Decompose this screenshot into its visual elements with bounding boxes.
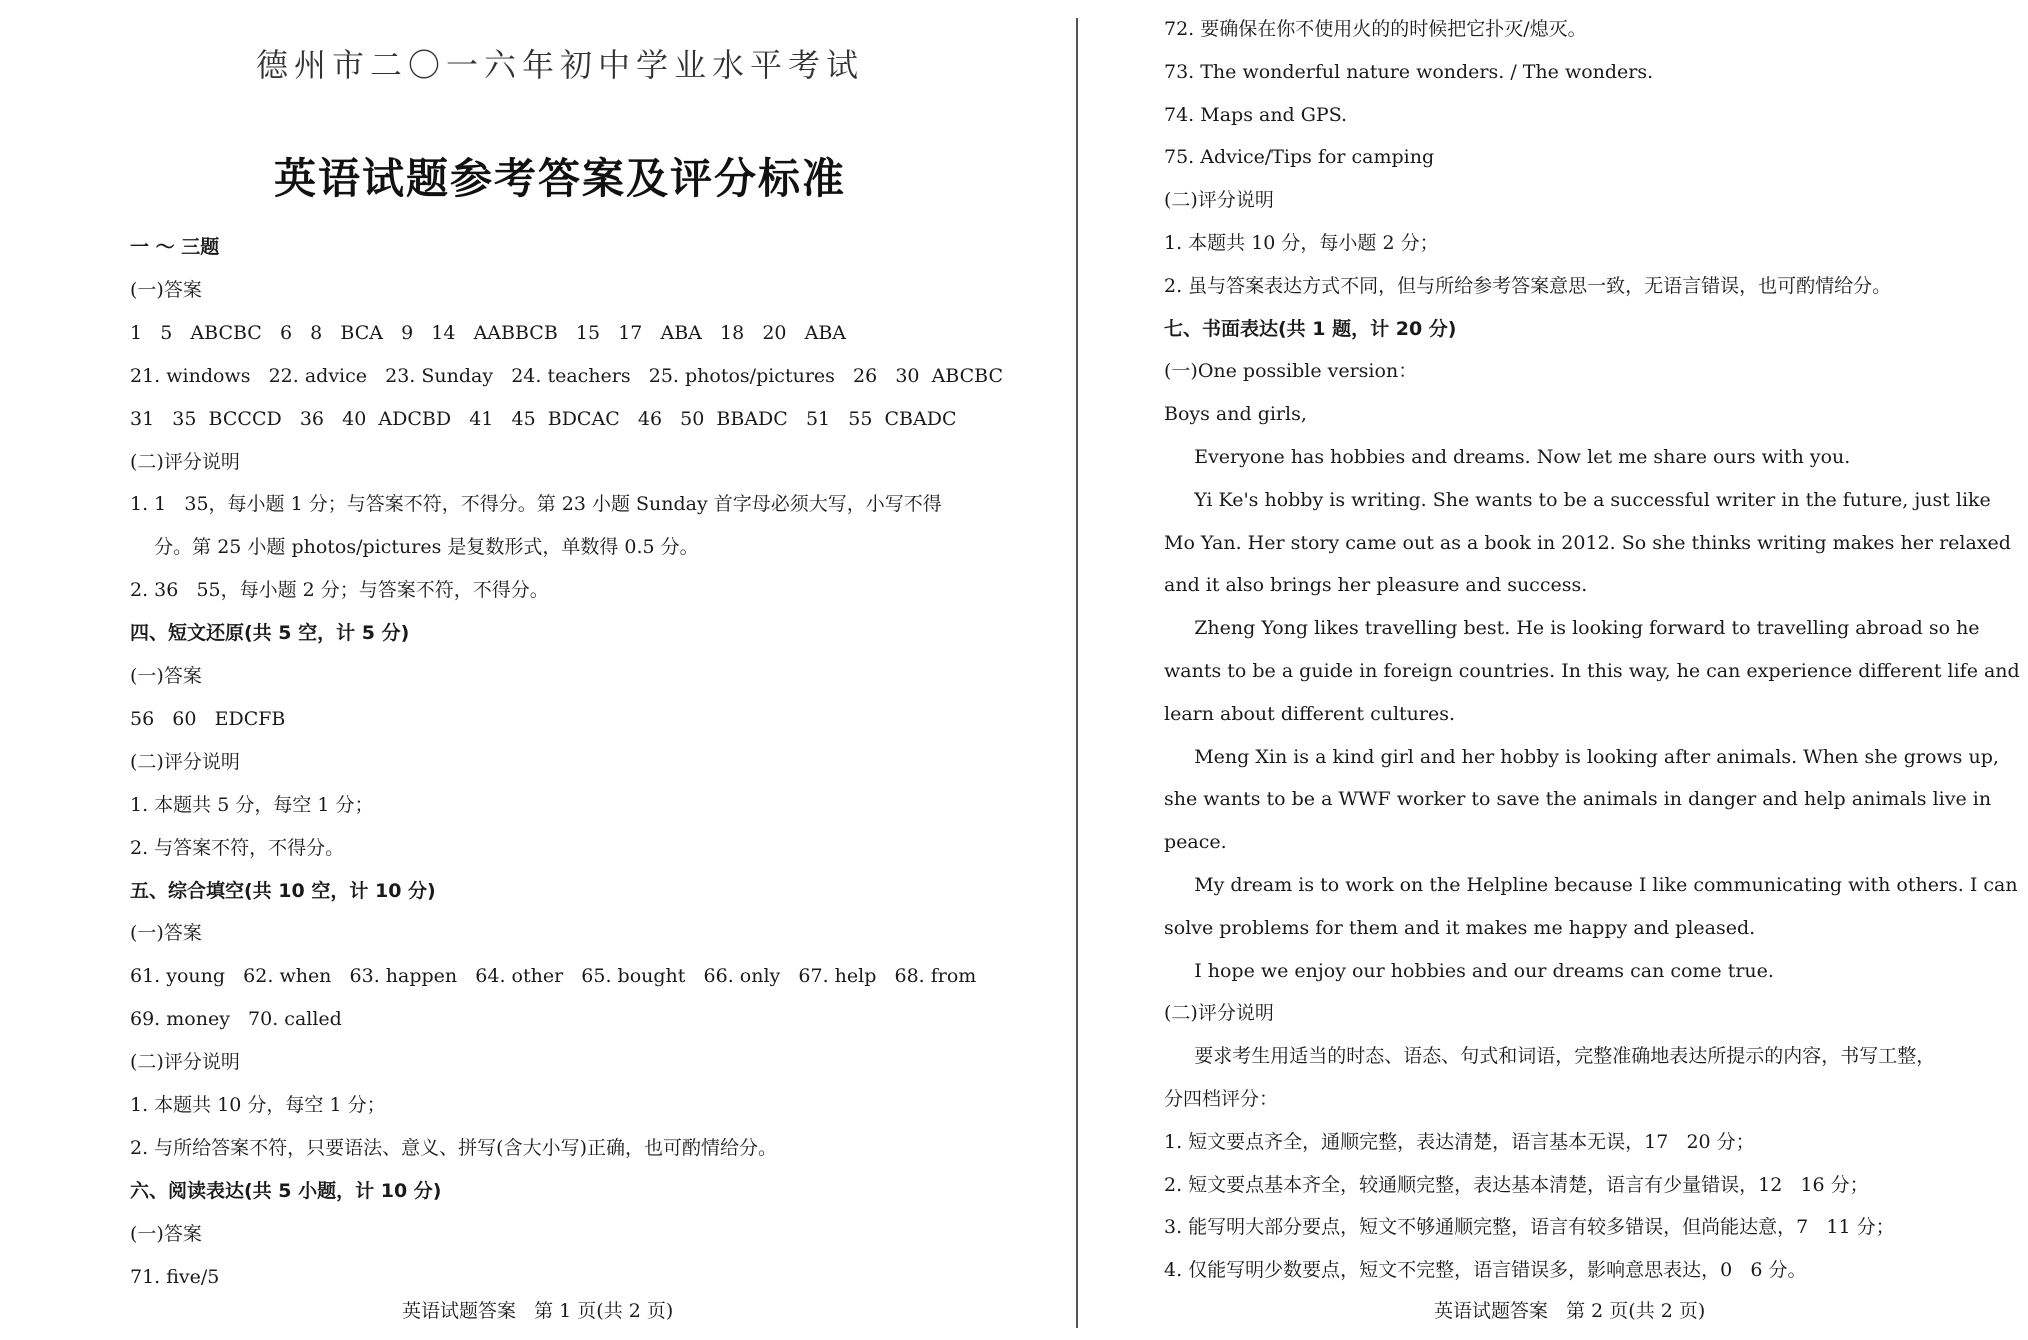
text-line: (一)One possible version：: [1164, 360, 1418, 383]
text-line: (一)答案: [130, 922, 202, 945]
page-2-footer: 英语试题答案 第 2 页(共 2 页): [1434, 1300, 1706, 1322]
text-line: and it also brings her pleasure and success.: [1164, 574, 1588, 597]
text-line: 69. money 70. called: [130, 1008, 342, 1031]
text-line: (二)评分说明: [130, 450, 240, 473]
text-line: 74. Maps and GPS.: [1164, 103, 1348, 126]
text-line: 72. 要确保在你不使用火的的时候把它扑灭/熄灭。: [1164, 18, 1587, 40]
section-heading: 五、综合填空(共 10 空，计 10 分): [130, 879, 436, 902]
text-line: 71. five/5: [130, 1265, 220, 1288]
text-line: Boys and girls,: [1164, 403, 1307, 426]
section-heading: 六、阅读表达(共 5 小题，计 10 分): [130, 1179, 442, 1202]
text-line: Everyone has hobbies and dreams. Now let me share ours with you.: [1164, 446, 1851, 468]
text-line: 1. 短文要点齐全，通顺完整，表达清楚，语言基本无误，17 20 分；: [1164, 1130, 1755, 1153]
text-line: 分。第 25 小题 photos/pictures 是复数形式，单数得 0.5 分。: [130, 536, 699, 559]
text-line: 56 60 EDCFB: [130, 707, 286, 730]
text-line: peace.: [1164, 831, 1227, 854]
text-line: 3. 能写明大部分要点，短文不够通顺完整，语言有较多错误，但尚能达意，7 11 分；: [1164, 1216, 1895, 1239]
text-line: 1. 本题共 5 分，每空 1 分；: [130, 793, 374, 816]
text-line: (一)答案: [130, 665, 202, 687]
text-line: 1. 本题共 10 分，每小题 2 分；: [1164, 232, 1439, 254]
text-line: 1 5 ABCBC 6 8 BCA 9 14 AABBCB 15 17 ABA 18 20 ABA: [130, 321, 847, 344]
section-heading: 一 ～ 三题: [130, 236, 220, 258]
text-line: she wants to be a WWF worker to save the animals in danger and help animals live in: [1164, 788, 1992, 811]
text-line: My dream is to work on the Helpline because I like communicating with others. I can: [1164, 874, 2018, 896]
text-line: Yi Ke's hobby is writing. She wants to be a successful writer in the future, just like: [1164, 488, 1991, 511]
text-line: learn about different cultures.: [1164, 702, 1456, 725]
text-line: (一)答案: [130, 278, 202, 301]
text-line: 4. 仅能写明少数要点，短文不完整，语言错误多，影响意思表达，0 6 分。: [1164, 1259, 1807, 1282]
exam-title: 德州市二〇一六年初中学业水平考试: [255, 46, 864, 84]
page-2: [1076, 0, 2028, 1340]
text-line: (二)评分说明: [130, 1051, 240, 1074]
text-line: wants to be a guide in foreign countries. In this way, he can experience different life and: [1164, 660, 2020, 682]
section-heading: 七、书面表达(共 1 题，计 20 分): [1164, 317, 1457, 340]
text-line: 2. 虽与答案表达方式不同，但与所给参考答案意思一致，无语言错误，也可酌情给分。: [1164, 274, 1892, 297]
text-line: 75. Advice/Tips for camping: [1164, 146, 1435, 169]
page-1-footer: 英语试题答案 第 1 页(共 2 页): [402, 1300, 674, 1322]
text-line: Meng Xin is a kind girl and her hobby is looking after animals. When she grows up,: [1164, 745, 1999, 768]
document-title: 英语试题参考答案及评分标准: [273, 154, 846, 203]
text-line: 分四档评分：: [1164, 1088, 1279, 1110]
text-line: 2. 与所给答案不符，只要语法、意义、拼写(含大小写)正确，也可酌情给分。: [130, 1136, 777, 1159]
text-line: 2. 短文要点基本齐全，较通顺完整，表达基本清楚，语言有少量错误，12 16 分；: [1164, 1173, 1869, 1196]
text-line: solve problems for them and it makes me happy and pleased.: [1164, 916, 1756, 939]
text-line: 要求考生用适当的时态、语态、句式和词语，完整准确地表达所提示的内容，书写工整，: [1164, 1045, 1936, 1068]
text-line: (一)答案: [130, 1222, 202, 1245]
text-line: 31 35 BCCCD 36 40 ADCBD 41 45 BDCAC 46 50 BBADC 51 55 CBADC: [130, 407, 957, 430]
text-line: 61. young 62. when 63. happen 64. other 65. bought 66. only 67. help 68. from: [130, 965, 977, 988]
text-line: (二)评分说明: [1164, 189, 1274, 212]
text-line: Zheng Yong likes travelling best. He is looking forward to travelling abroad so he: [1164, 617, 1980, 640]
text-line: 2. 与答案不符，不得分。: [130, 836, 345, 859]
text-line: 2. 36 55，每小题 2 分；与答案不符，不得分。: [130, 579, 549, 602]
section-heading: 四、短文还原(共 5 空，计 5 分): [130, 622, 410, 645]
text-line: (二)评分说明: [1164, 1002, 1274, 1025]
text-line: 21. windows 22. advice 23. Sunday 24. teachers 25. photos/pictures 26 30 ABCBC: [130, 364, 1003, 387]
text-line: (二)评分说明: [130, 750, 240, 773]
text-line: I hope we enjoy our hobbies and our dreams can come true.: [1164, 959, 1774, 982]
text-line: Mo Yan. Her story came out as a book in 2012. So she thinks writing makes her relaxed: [1164, 531, 2011, 554]
text-line: 73. The wonderful nature wonders. / The wonders.: [1164, 60, 1654, 83]
text-line: 1. 1 35，每小题 1 分；与答案不符，不得分。第 23 小题 Sunday 首字母必须大写，小写不得: [130, 493, 942, 516]
text-line: 1. 本题共 10 分，每空 1 分；: [130, 1094, 386, 1116]
